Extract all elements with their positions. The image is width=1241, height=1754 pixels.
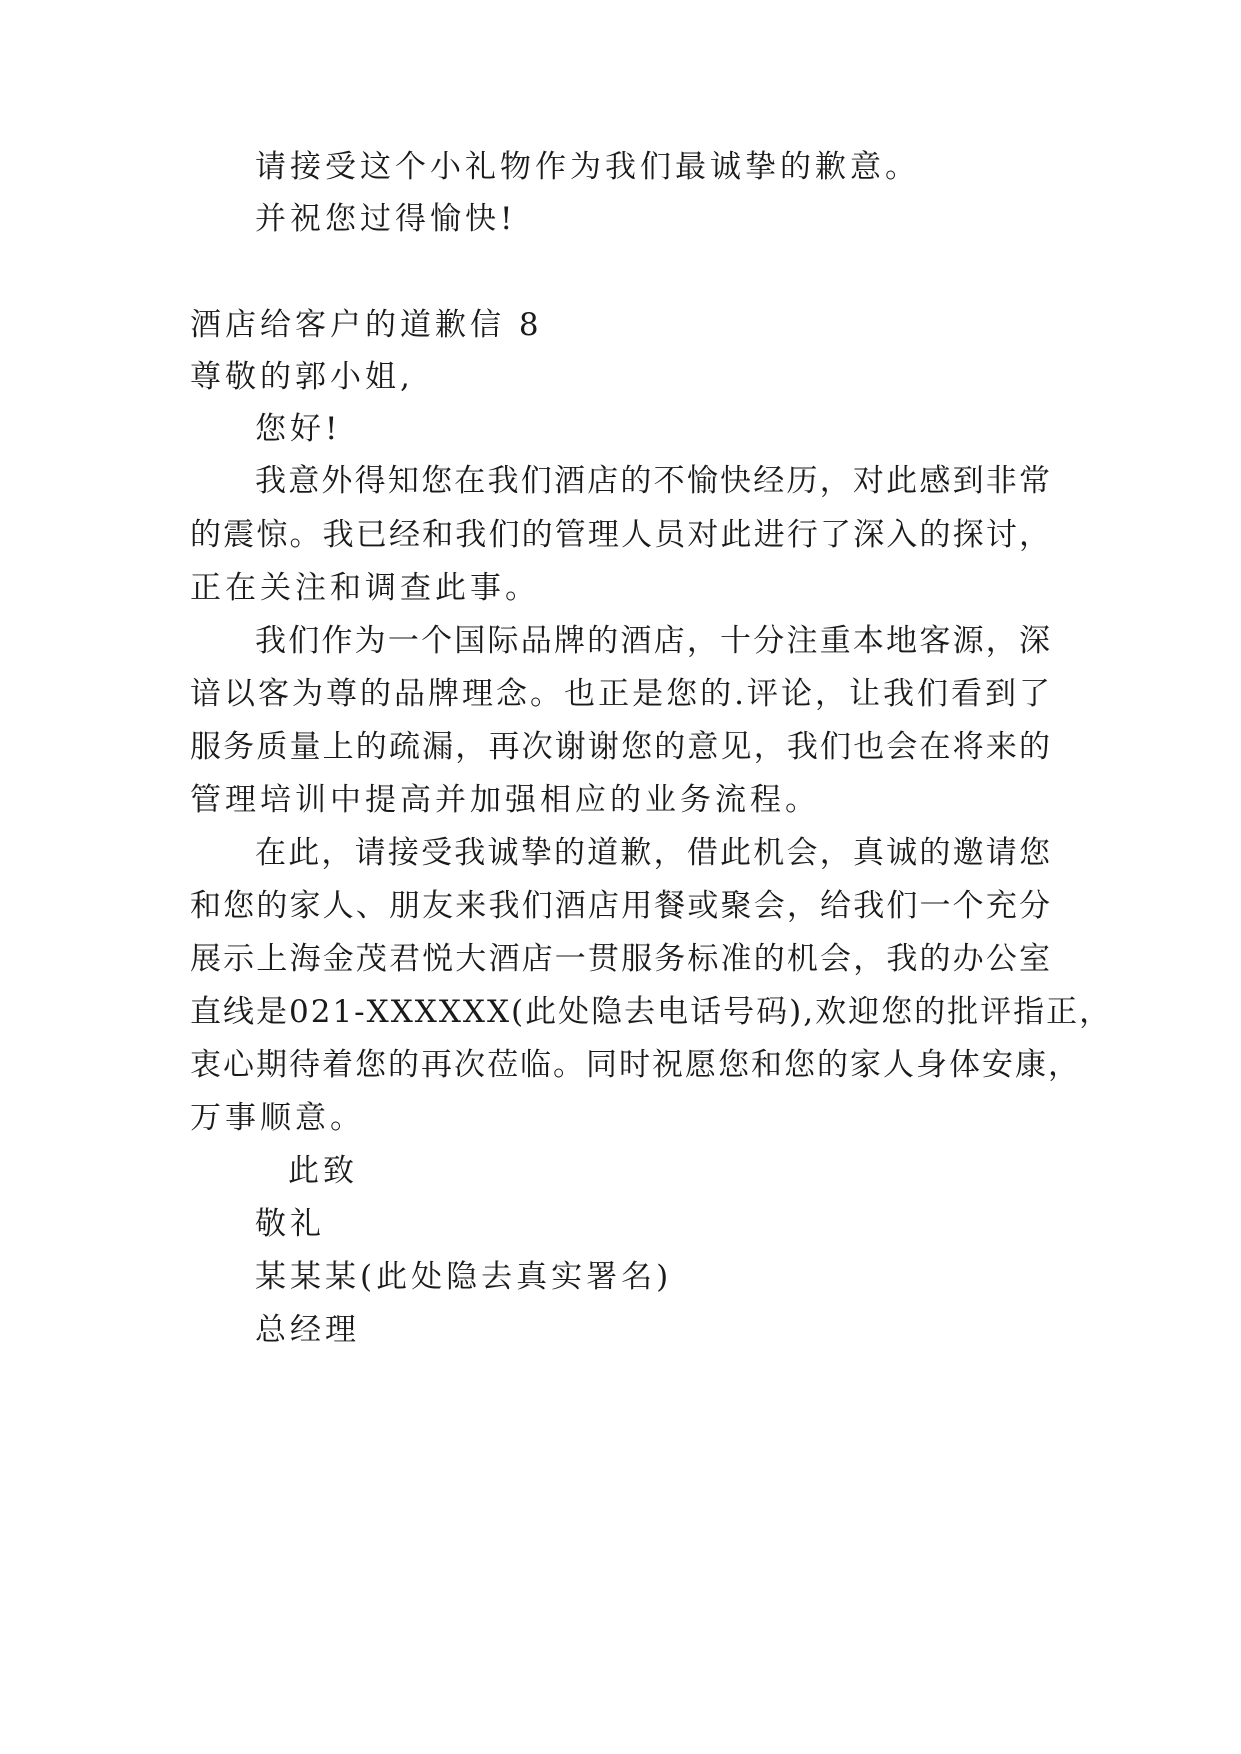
signer-name: 某某某(此处隐去真实署名) (255, 1259, 673, 1295)
paragraph-line: 直线是021-XXXXXX(此处隐去电话号码),欢迎您的批评指正， (190, 994, 1113, 1030)
paragraph-line: 万事顺意。 (190, 1100, 365, 1136)
signer-title: 总经理 (255, 1312, 360, 1348)
greeting: 您好! (255, 411, 342, 447)
paragraph-line: 管理培训中提高并加强相应的业务流程。 (190, 782, 820, 818)
paragraph-line: 正在关注和调查此事。 (190, 570, 540, 606)
paragraph-line: 服务质量上的疏漏，再次谢谢您的意见，我们也会在将来的 (190, 729, 1052, 765)
sign-off-1: 此致 (288, 1153, 358, 1189)
paragraph-line: 谙以客为尊的品牌理念。也正是您的.评论，让我们看到了 (190, 676, 1052, 712)
paragraph-line: 衷心期待着您的再次莅临。同时祝愿您和您的家人身体安康， (190, 1047, 1081, 1083)
salutation: 尊敬的郭小姐, (190, 359, 414, 395)
paragraph-line: 在此，请接受我诚挚的道歉，借此机会，真诚的邀请您 (255, 835, 1052, 871)
sign-off-2: 敬礼 (255, 1206, 325, 1242)
paragraph-line: 展示上海金茂君悦大酒店一贯服务标准的机会，我的办公室 (190, 941, 1052, 977)
paragraph-line: 的震惊。我已经和我们的管理人员对此进行了深入的探讨， (190, 517, 1052, 553)
prev-closing-line-2: 并祝您过得愉快! (255, 201, 517, 237)
paragraph-line: 我意外得知您在我们酒店的不愉快经历，对此感到非常 (255, 463, 1052, 499)
paragraph-line: 和您的家人、朋友来我们酒店用餐或聚会，给我们一个充分 (190, 888, 1052, 924)
paragraph-line: 我们作为一个国际品牌的酒店，十分注重本地客源，深 (255, 623, 1052, 659)
prev-closing-line-1: 请接受这个小礼物作为我们最诚挚的歉意。 (255, 149, 920, 185)
letter-title: 酒店给客户的道歉信 8 (190, 307, 543, 343)
